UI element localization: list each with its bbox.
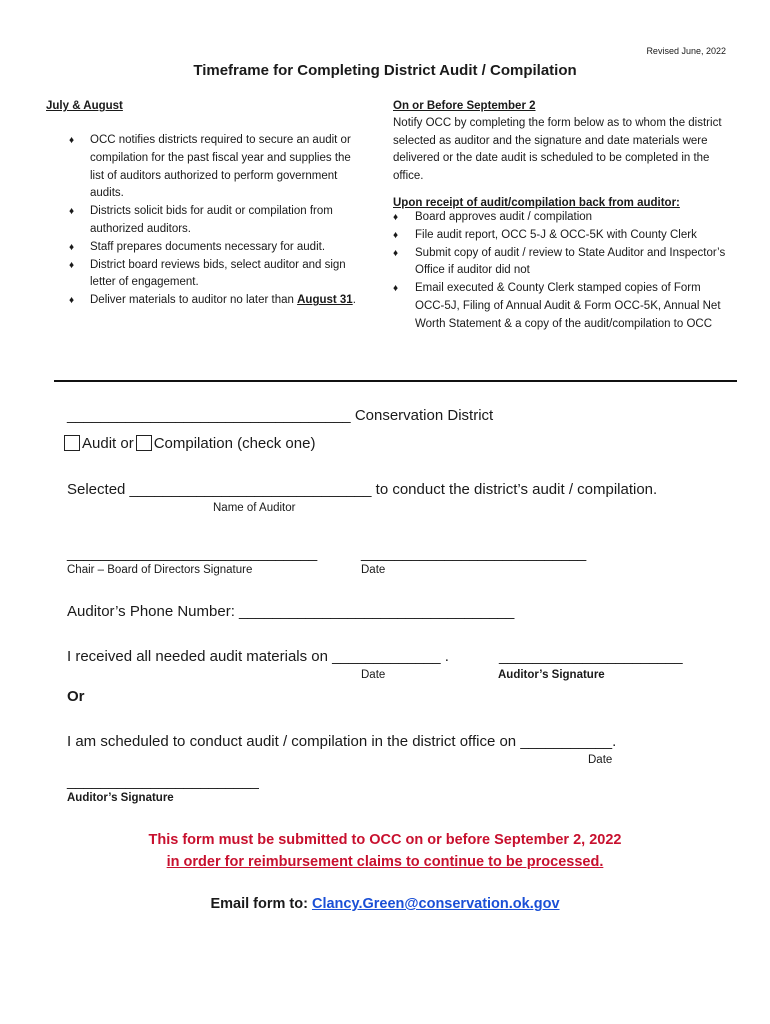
selected-suffix: to conduct the district’s audit / compilation. <box>375 481 658 498</box>
scheduled-text: I am scheduled to conduct audit / compilation in the district office on <box>67 733 517 750</box>
received-signature-label: Auditor’s Signature <box>498 669 605 681</box>
received-signature-field[interactable]: ______________________ <box>499 648 683 665</box>
auditor-name-field[interactable]: _____________________________ <box>129 481 372 498</box>
section-divider <box>54 380 737 382</box>
selected-auditor-line <box>67 481 657 498</box>
district-label: Conservation District <box>354 407 494 424</box>
revised-date: Revised June, 2022 <box>646 46 726 56</box>
name-of-auditor-label: Name of Auditor <box>213 502 296 514</box>
diamond-bullet-icon: ♦ <box>69 241 75 253</box>
scheduled-line <box>67 733 616 750</box>
diamond-bullet-icon: ♦ <box>69 295 75 307</box>
chair-signature-field[interactable]: ______________________________ <box>67 545 318 562</box>
chair-date-field[interactable]: ___________________________ <box>361 545 587 562</box>
left-column-heading: July & August <box>46 100 123 112</box>
right-column <box>393 100 733 334</box>
list-item: ♦ Districts solicit bids for audit or compilation from authorized auditors. <box>69 205 333 235</box>
check-one-line <box>64 435 315 452</box>
compilation-checkbox[interactable] <box>136 435 152 451</box>
district-name-field[interactable]: __________________________________ <box>67 407 351 424</box>
diamond-bullet-icon: ♦ <box>393 212 399 223</box>
notice-line-1: This form must be submitted to OCC on or before September 2, 2022 <box>148 832 622 848</box>
list-item: ♦ District board reviews bids, select auditor and sign letter of engagement. <box>69 258 346 289</box>
phone-field[interactable]: _________________________________ <box>239 603 515 620</box>
received-text: I received all needed audit materials on <box>67 648 328 665</box>
diamond-bullet-icon: ♦ <box>69 135 75 146</box>
selected-prefix: Selected <box>67 481 126 498</box>
diamond-bullet-icon: ♦ <box>69 259 75 271</box>
final-signature-field[interactable]: _______________________ <box>67 773 259 790</box>
receipt-sub-heading: Upon receipt of audit/compilation back from auditor: <box>393 197 680 209</box>
submission-notice <box>0 829 770 873</box>
diamond-bullet-icon: ♦ <box>393 247 399 259</box>
compilation-label: Compilation (check one) <box>153 435 316 452</box>
email-label: Email form to: <box>210 896 308 912</box>
list-item: ♦ Email executed & County Clerk stamped copies of Form OCC-5J, Filing of Annual Audit & Form OCC-5K, Annual Net Worth Statement & a copy of the audit/compilation to OCC <box>393 282 721 330</box>
list-item: ♦ File audit report, OCC 5-J & OCC-5K with County Clerk <box>393 227 733 245</box>
diamond-bullet-icon: ♦ <box>393 283 399 295</box>
received-date-label: Date <box>361 669 386 681</box>
left-bullet-list <box>46 132 366 310</box>
list-item: ♦ Staff prepares documents necessary for audit. <box>70 239 366 257</box>
notify-paragraph: Notify OCC by completing the form below as to whom the district selected as auditor and the signature and date materials were delivered or the date audit is scheduled to be completed in the office. <box>393 117 722 182</box>
chair-date-label: Date <box>361 564 386 576</box>
diamond-bullet-icon: ♦ <box>393 229 399 241</box>
notice-line-2: in order for reimbursement claims to continue to be processed. <box>166 854 604 870</box>
list-item: ♦ OCC notifies districts required to secure an audit or compilation for the past fiscal year and supplies the list of auditors authorized to perform government audits. <box>69 134 351 200</box>
right-column-heading: On or Before September 2 <box>393 100 536 112</box>
received-date-field[interactable]: _____________ . <box>332 648 449 665</box>
final-signature-label: Auditor’s Signature <box>67 792 174 804</box>
district-line <box>67 407 493 424</box>
list-item: ♦ Submit copy of audit / review to State Auditor and Inspector’s Office if auditor did not <box>393 246 726 277</box>
scheduled-date-field[interactable]: ___________. <box>520 733 617 750</box>
email-link[interactable]: Clancy.Green@conservation.ok.gov <box>311 896 560 912</box>
deadline-date: August 31 <box>297 294 353 307</box>
scheduled-date-label: Date <box>588 754 613 766</box>
list-item: ♦ Deliver materials to auditor no later than August 31. <box>70 292 366 310</box>
phone-line <box>67 603 514 620</box>
list-item: ♦ Board approves audit / compilation <box>393 209 733 227</box>
audit-label: Audit or <box>82 435 134 452</box>
audit-checkbox[interactable] <box>64 435 80 451</box>
page-title: Timeframe for Completing District Audit / Compilation <box>193 62 577 79</box>
chair-signature-label: Chair – Board of Directors Signature <box>67 564 253 576</box>
email-line <box>0 896 770 912</box>
phone-label: Auditor’s Phone Number: <box>67 603 235 620</box>
left-column <box>46 100 366 310</box>
diamond-bullet-icon: ♦ <box>69 206 75 218</box>
received-line <box>67 648 449 665</box>
right-bullet-list <box>393 209 733 334</box>
or-label: Or <box>67 688 85 705</box>
